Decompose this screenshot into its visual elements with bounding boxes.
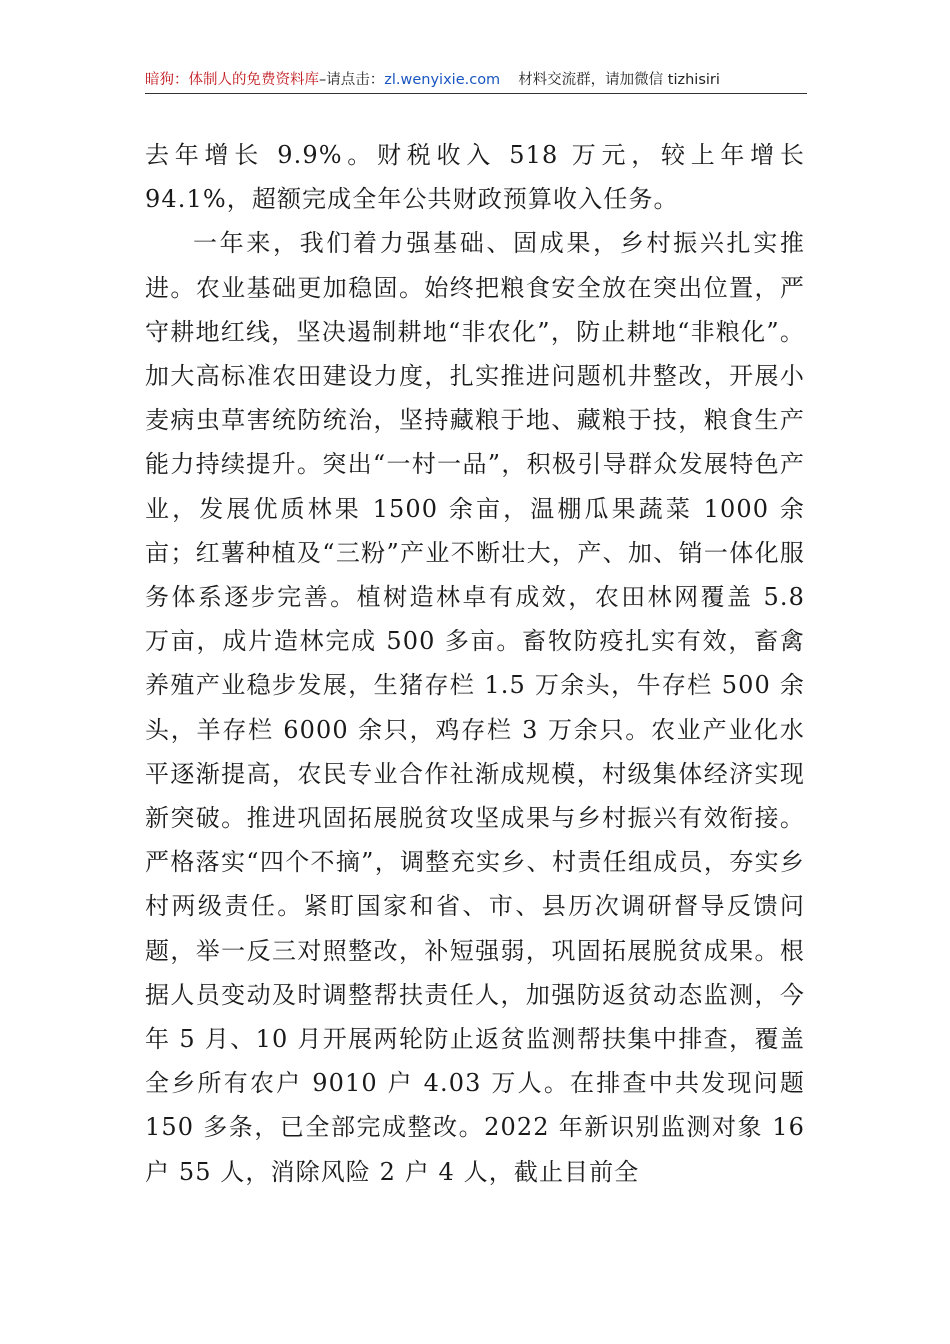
paragraph-rural-revitalization: 一年来，我们着力强基础、固成果，乡村振兴扎实推进。农业基础更加稳固。始终把粮食安全放在突出位置，严守耕地红线，坚决遏制耕地“非农化”，防止耕地“非粮化”。加大高标准农田建设力度，扎实推进问题机井整改，开展小麦病虫草害统防统治，坚持藏粮于地、藏粮于技，粮食生产能力持续提升。突出“一村一品”，积极引导群众发展特色产业，发展优质林果 1500 余亩，温棚瓜果蔬菜 1000 余亩；红薯种植及“三粉”产业不断壮大，产、加、销一体化服务体系逐步完善。植树造林卓有成效，农田林网覆盖 5.8 万亩，成片造林完成 500 多亩。畜牧防疫扎实有效，畜禽养殖产业稳步发展，生猪存栏 1.5 万余头，牛存栏 500 余头，羊存栏 6000 余只，鸡存栏 3 万余只。农业产业化水平逐渐提高，农民专业合作社渐成规模，村级集体经济实现新突破。推进巩固拓展脱贫攻坚成果与乡村振兴有效衔接。严格落实“四个不摘”，调整充实乡、村责任组成员，夯实乡村两级责任。紧盯国家和省、市、县历次调研督导反馈问题，举一反三对照整改，补短强弱，巩固拓展脱贫成果。根据人员变动及时调整帮扶责任人，加强防返贫动态监测，今年 5 月、10 月开展两轮防止返贫监测帮扶集中排查，覆盖全乡所有农户 9010 户 4.03 万人。在排查中共发现问题 150 多条，已全部完成整改。2022 年新识别监测对象 16 户 55 人，消除风险 2 户 4 人，截止目前全 xyxy=(145,229,805,1186)
header-prompt: –请点击： xyxy=(319,72,385,88)
page-header xyxy=(145,66,805,94)
header-link[interactable]: zl.wenyixie.com xyxy=(384,72,501,88)
document-body xyxy=(145,133,805,1194)
header-brand: 暗狗：体制人的免费资料库 xyxy=(145,72,319,88)
paragraph-continuation: 去年增长 9.9%。财税收入 518 万元，较上年增长 94.1%，超额完成全年公共财政预算收入任务。 xyxy=(145,141,805,214)
header-contact: 材料交流群，请加微信 tizhisiri xyxy=(518,72,720,88)
header-divider xyxy=(145,93,807,94)
